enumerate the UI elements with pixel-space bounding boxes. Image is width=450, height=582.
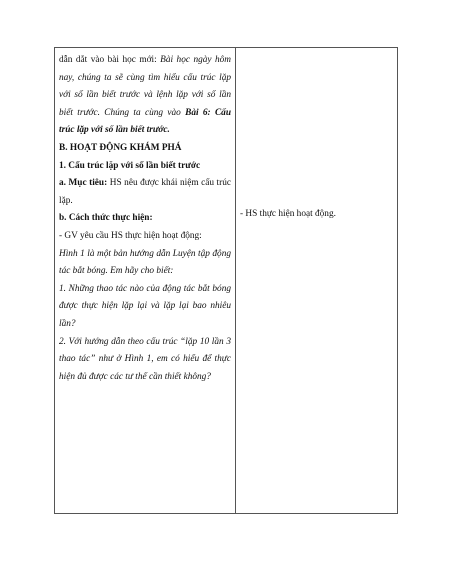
question-2: 2. Với hướng dẫn theo cấu trúc “lặp 10 lần 3 thao tác” như ở Hình 1, em có hiểu để thực hiện đủ được các tư thế cần thiết không? (59, 336, 231, 382)
intro-text-italic: Bài học ngày hôm nay, chúng ta sẽ cùng tìm hiểu cấu trúc lặp với số lần biết trước và lệnh lặp với số lần biết trước. Chúng ta cùng vào (59, 55, 231, 118)
intro-paragraph (59, 52, 231, 140)
question-intro: Hình 1 là một bản hướng dẫn Luyện tập động tác bắt bóng. Em hãy cho biết: (59, 248, 231, 277)
student-column (240, 206, 390, 224)
lesson-table (54, 47, 398, 514)
subsection-heading: 1. Cấu trúc lặp với số lần biết trước (59, 160, 201, 171)
teacher-instruction: - GV yêu cầu HS thực hiện hoạt động: (59, 230, 202, 241)
goal-paragraph (59, 175, 231, 210)
teacher-column (59, 52, 231, 386)
goal-label: a. Mục tiêu: (59, 178, 108, 189)
lesson-title-reference: Bài 6: Cấu trúc lặp với số lần biết trước. (59, 107, 231, 136)
column-divider (235, 48, 236, 513)
section-heading: B. HOẠT ĐỘNG KHÁM PHÁ (59, 142, 182, 153)
question-1: 1. Những thao tác nào của động tác bắt bóng được thực hiện lặp lại và lặp lại bao nhiêu lần? (59, 283, 231, 329)
goal-text: HS nêu được khái niệm cấu trúc lặp. (59, 178, 231, 206)
student-activity: - HS thực hiện hoạt động. (240, 209, 336, 219)
intro-text-plain: dẫn dắt vào bài học mới: (59, 55, 161, 65)
method-heading: b. Cách thức thực hiện: (59, 213, 153, 224)
